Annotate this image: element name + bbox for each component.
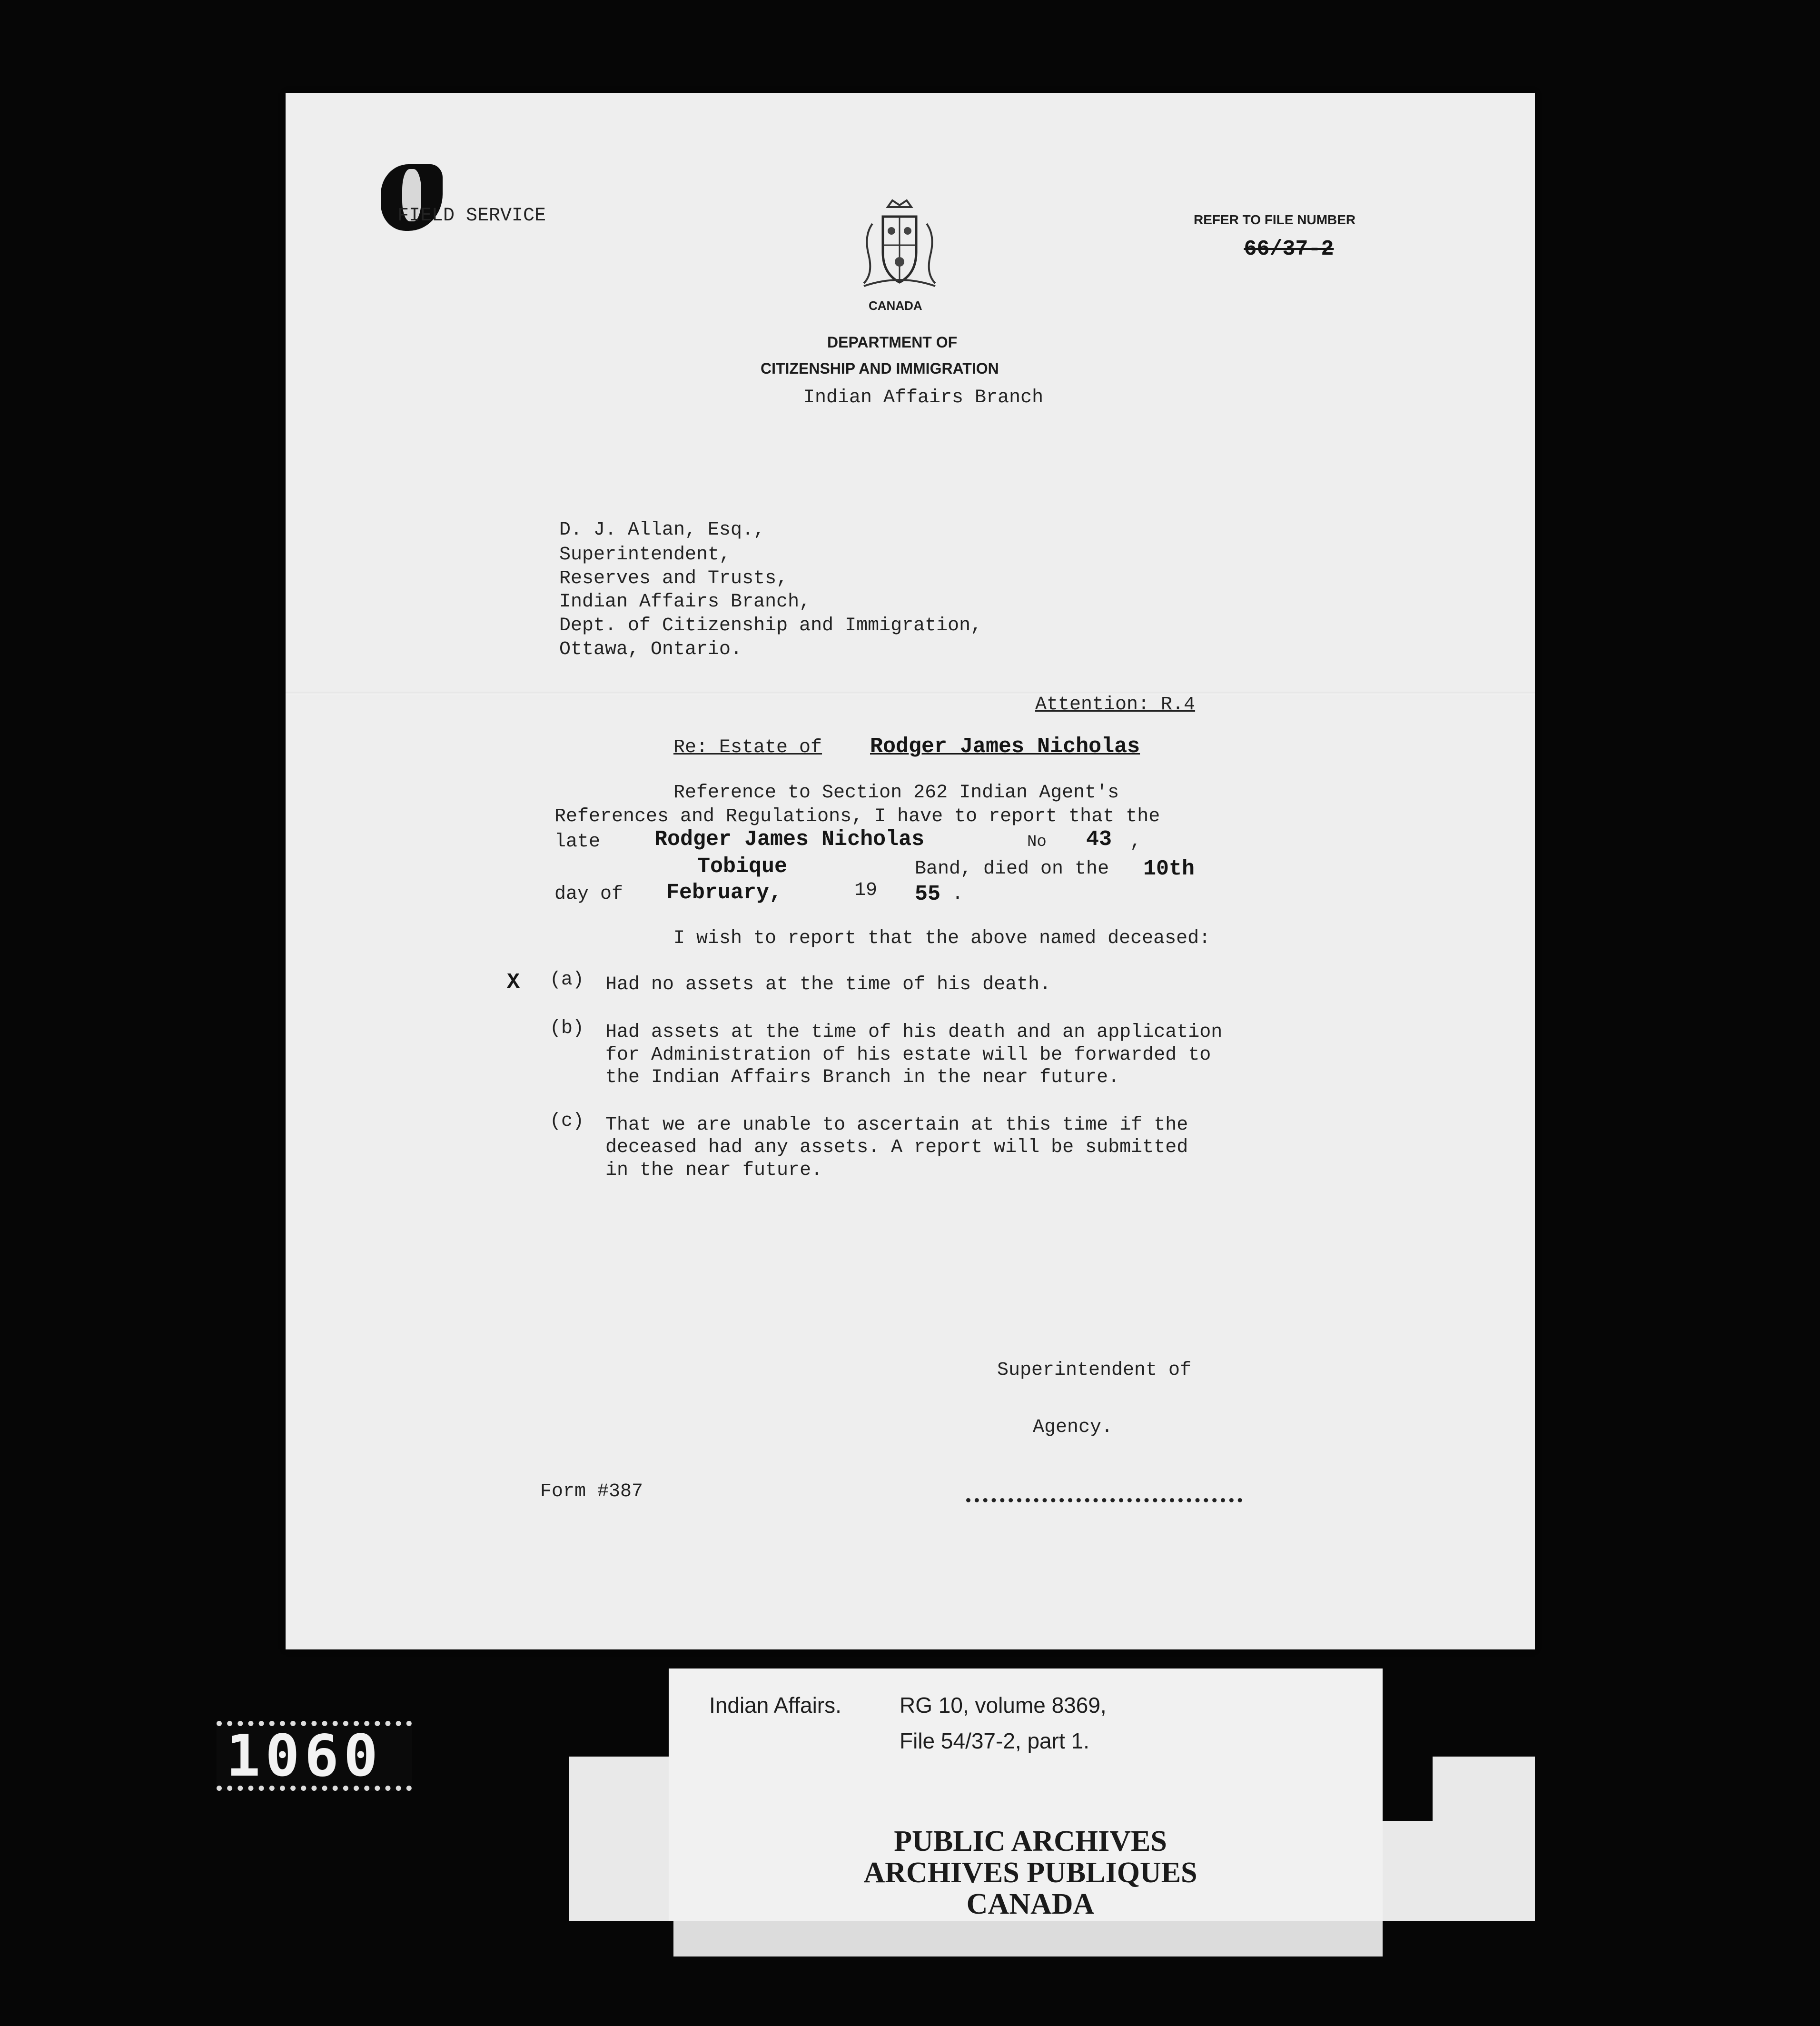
letterhead-branch: Indian Affairs Branch [803,387,1044,408]
addressee-line: D. J. Allan, Esq., [559,519,765,541]
slip-source: Indian Affairs. [709,1693,841,1718]
addressee-line: Dept. of Citizenship and Immigration, [559,615,982,636]
archive-stamp-line: PUBLIC ARCHIVES [894,1825,1167,1857]
year-century: 19 [854,880,878,901]
archive-stamp-text [785,1826,1276,1920]
number-label: No [1027,833,1047,851]
file-number: 66/37-2 [1244,237,1334,261]
band-name: Tobique [697,854,788,879]
addressee-line: Reserves and Trusts, [559,568,788,589]
band-number: 43 [1086,827,1112,852]
addressee-line: Superintendent, [559,544,731,566]
death-month: February, [666,881,782,905]
body-line-1: Reference to Section 262 Indian Agent's [673,782,1119,804]
subject-prefix: Re: Estate of [673,737,822,758]
number-comma: , [1130,831,1142,853]
selected-option-mark: X [507,970,520,994]
attention-line: Attention: R.4 [1035,694,1196,715]
year-period: . [952,884,964,905]
option-text-line: the Indian Affairs Branch in the near future. [605,1067,1120,1088]
addressee-line: Indian Affairs Branch, [559,591,811,613]
fold-line [286,692,1535,695]
death-year: 55 [915,882,941,906]
death-day: 10th [1143,857,1195,881]
addressee-line: Ottawa, Ontario. [559,639,742,660]
refer-to-file-label: REFER TO FILE NUMBER [1194,212,1356,227]
archive-stamp-edge [673,1921,1383,1956]
day-of-label: day of [554,884,623,905]
option-label: (c) [550,1111,584,1132]
archive-reference-slip [669,1668,1383,1821]
film-frame-number: 1060 [226,1723,383,1789]
slip-reference: RG 10, volume 8369, [900,1693,1107,1718]
option-label: (b) [550,1018,584,1039]
subject-name: Rodger James Nicholas [870,735,1140,759]
option-text-line: Had no assets at the time of his death. [605,974,1051,995]
coat-of-arms-icon [854,198,945,290]
signature-agency: Agency. [1033,1417,1113,1438]
archive-stamp-line: ARCHIVES PUBLIQUES [863,1857,1197,1889]
letterhead-department-line2: CITIZENSHIP AND IMMIGRATION [761,360,999,377]
option-text-line: deceased had any assets. A report will be submitted [605,1137,1188,1158]
body-line-2: References and Regulations, I have to report that the [554,806,1160,827]
deceased-name: Rodger James Nicholas [654,827,925,852]
option-text-line: Had assets at the time of his death and an application [605,1022,1223,1043]
letter-page [286,93,1535,1649]
option-text-line: That we are unable to ascertain at this time if the [605,1114,1188,1136]
signature-title: Superintendent of [997,1360,1192,1381]
report-intro: I wish to report that the above named deceased: [673,928,1211,949]
band-text: Band, died on the [915,858,1109,880]
option-text-line: in the near future. [605,1160,823,1181]
slip-file: File 54/37-2, part 1. [900,1728,1089,1753]
field-service-label: FIELD SERVICE [397,205,546,227]
option-label: (a) [550,969,584,991]
archive-stamp-line: CANADA [966,1888,1095,1920]
form-number: Form #387 [540,1481,643,1502]
late-label: late [554,831,601,853]
option-text-line: for Administration of his estate will be forwarded to [605,1044,1211,1066]
letterhead-country: CANADA [869,298,922,313]
signature-dotted-line [966,1498,1242,1502]
letterhead-department-line1: DEPARTMENT OF [827,334,958,351]
